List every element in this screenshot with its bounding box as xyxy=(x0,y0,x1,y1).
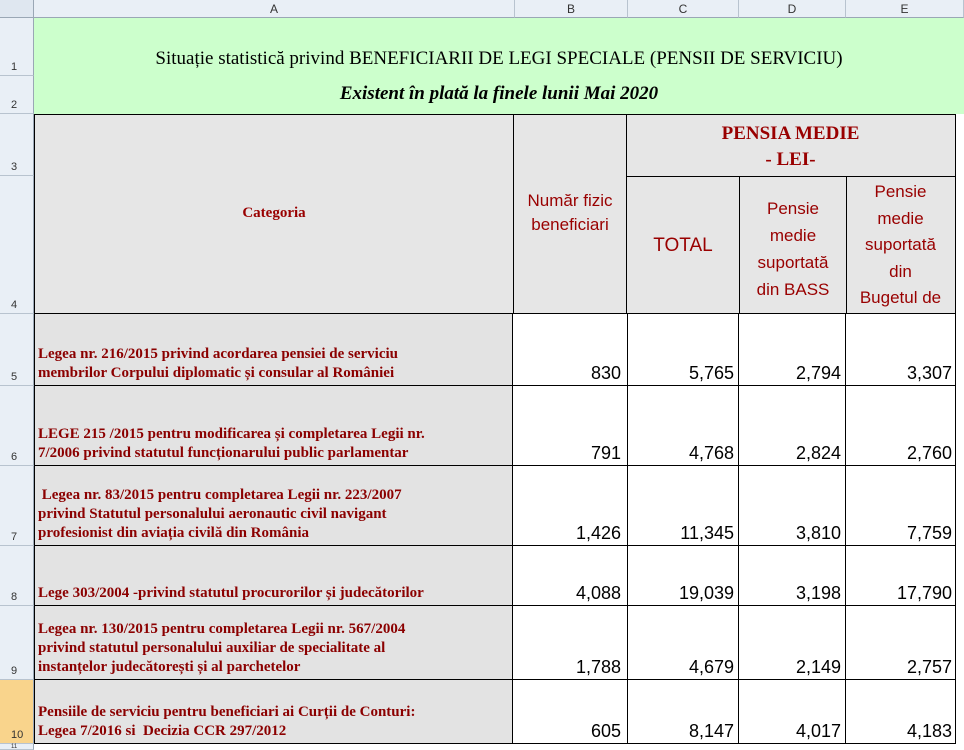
header-buget-cell xyxy=(846,176,956,314)
total-cell[interactable] xyxy=(628,466,739,546)
buget-cell[interactable] xyxy=(846,546,956,606)
numar-value: 1,426 xyxy=(575,523,621,543)
numar-cell[interactable] xyxy=(513,680,628,744)
header-bass-cell xyxy=(739,176,848,314)
numar-cell[interactable] xyxy=(513,546,628,606)
header-categoria-cell xyxy=(34,114,515,314)
header-numar-line2: beneficiari xyxy=(531,215,609,234)
select-all-corner[interactable] xyxy=(0,0,34,18)
buget-value: 17,790 xyxy=(896,583,952,603)
header-bass-line1: Pensie xyxy=(767,199,819,218)
category-text: profesionist din aviația civilă din România xyxy=(38,525,310,541)
category-text: Legea nr. 130/2015 pentru completarea Legii nr. 567/2004 xyxy=(38,621,406,637)
buget-value: 4,183 xyxy=(906,721,952,741)
bass-value: 4,017 xyxy=(795,721,841,741)
numar-value: 791 xyxy=(590,443,621,463)
category-text: instanțelor judecătorești și al parchetelor xyxy=(38,659,301,675)
bass-value: 2,149 xyxy=(795,657,841,677)
row-header-2[interactable]: 2 xyxy=(0,76,34,114)
header-buget-line2: medie xyxy=(877,208,924,228)
header-pensia-medie: PENSIA MEDIE xyxy=(721,123,860,144)
header-numar xyxy=(514,189,626,237)
numar-cell[interactable] xyxy=(513,606,628,680)
category-text: LEGE 215 /2015 pentru modificarea și completarea Legii nr. xyxy=(38,426,425,442)
header-bass-line3: suportată xyxy=(757,253,829,272)
buget-cell[interactable] xyxy=(846,606,956,680)
row-header-11[interactable]: 11 xyxy=(0,744,34,750)
buget-value: 3,307 xyxy=(906,363,952,383)
row-header-10[interactable]: 10 xyxy=(0,680,34,744)
header-numar-cell xyxy=(513,114,628,314)
table-row[interactable] xyxy=(34,546,513,606)
total-value: 4,768 xyxy=(688,443,734,463)
header-buget-line5: Bugetul de xyxy=(859,288,942,307)
bass-cell[interactable] xyxy=(739,386,846,466)
buget-cell[interactable] xyxy=(846,466,956,546)
row-header-6[interactable]: 6 xyxy=(0,386,34,466)
bass-cell[interactable] xyxy=(739,466,846,546)
numar-value: 605 xyxy=(590,721,621,741)
column-header-c[interactable]: C xyxy=(628,0,739,18)
numar-value: 1,788 xyxy=(575,657,621,677)
row-header-4[interactable]: 4 xyxy=(0,176,34,314)
category-text: Pensiile de serviciu pentru beneficiari ai Curții de Conturi: xyxy=(38,704,416,720)
buget-cell[interactable] xyxy=(846,680,956,744)
total-cell[interactable] xyxy=(628,680,739,744)
category-text: privind statutul personalului auxiliar de specialitate al xyxy=(38,640,386,656)
category-text: privind Statutul personalului aeronautic civil navigant xyxy=(38,506,387,522)
row-header-3[interactable]: 3 xyxy=(0,114,34,176)
total-value: 19,039 xyxy=(678,583,734,603)
header-total: TOTAL xyxy=(653,235,713,256)
table-row[interactable] xyxy=(34,386,513,466)
total-cell[interactable] xyxy=(628,546,739,606)
report-title: Situație statistică privind BENEFICIARII DE LEGI SPECIALE (PENSII DE SERVICIU) xyxy=(155,48,843,69)
bass-cell[interactable] xyxy=(739,680,846,744)
bass-value: 3,810 xyxy=(795,523,841,543)
row-header-8[interactable]: 8 xyxy=(0,546,34,606)
report-subtitle: Existent în plată la finele lunii Mai 2020 xyxy=(339,83,659,104)
bass-cell[interactable] xyxy=(739,314,846,386)
header-bass-line2: medie xyxy=(769,226,817,245)
numar-value: 830 xyxy=(590,363,621,383)
header-buget xyxy=(847,179,954,312)
header-numar-line1: Număr fizic xyxy=(527,191,613,210)
row-header-7[interactable]: 7 xyxy=(0,466,34,546)
total-cell[interactable] xyxy=(628,606,739,680)
table-row[interactable] xyxy=(34,314,513,386)
header-total-cell xyxy=(626,176,741,314)
category-text: membrilor Corpului diplomatic și consular al României xyxy=(38,365,395,381)
total-cell[interactable] xyxy=(628,386,739,466)
bass-value: 2,794 xyxy=(795,363,841,383)
total-value: 11,345 xyxy=(680,523,734,543)
table-left-border xyxy=(34,114,35,744)
bass-cell[interactable] xyxy=(739,606,846,680)
numar-cell[interactable] xyxy=(513,314,628,386)
table-row[interactable] xyxy=(34,606,513,680)
buget-value: 2,757 xyxy=(906,657,952,677)
buget-cell[interactable] xyxy=(846,314,956,386)
category-text: 7/2006 privind statutul funcționarului public parlamentar xyxy=(38,445,409,461)
total-cell[interactable] xyxy=(628,314,739,386)
header-bass xyxy=(740,195,846,303)
header-buget-line1: Pensie xyxy=(874,182,927,201)
column-header-a[interactable]: A xyxy=(34,0,515,18)
buget-value: 7,759 xyxy=(906,523,952,543)
category-text: Legea nr. 83/2015 pentru completarea Legii nr. 223/2007 xyxy=(38,487,402,503)
total-value: 8,147 xyxy=(688,721,734,741)
header-categoria: Categoria xyxy=(242,205,306,221)
header-buget-line3: suportată xyxy=(865,235,936,254)
category-text: Legea nr. 216/2015 privind acordarea pensiei de serviciu xyxy=(38,346,398,362)
header-lei: - LEI- xyxy=(765,149,816,170)
row-header-9[interactable]: 9 xyxy=(0,606,34,680)
row-header-1[interactable]: 1 xyxy=(0,18,34,76)
column-header-b[interactable]: B xyxy=(515,0,628,18)
bass-value: 3,198 xyxy=(795,583,841,603)
header-bass-line4: din BASS xyxy=(756,280,830,299)
numar-cell[interactable] xyxy=(513,386,628,466)
total-value: 5,765 xyxy=(688,363,734,383)
table-row[interactable] xyxy=(34,680,513,744)
category-text: Lege 303/2004 -privind statutul procurorilor și judecătorilor xyxy=(38,585,424,601)
row-header-5[interactable]: 5 xyxy=(0,314,34,386)
total-value: 4,679 xyxy=(688,657,734,677)
column-header-d[interactable]: D xyxy=(739,0,846,18)
category-text: Legea 7/2016 si Decizia CCR 297/2012 xyxy=(38,723,287,739)
numar-value: 4,088 xyxy=(575,583,621,603)
header-buget-line4: din xyxy=(889,261,912,281)
bass-value: 2,824 xyxy=(795,443,841,463)
header-pensia-medie-cell xyxy=(626,114,956,178)
numar-cell[interactable] xyxy=(513,466,628,546)
bass-cell[interactable] xyxy=(739,546,846,606)
column-header-e[interactable]: E xyxy=(846,0,964,18)
table-row[interactable] xyxy=(34,466,513,546)
buget-cell[interactable] xyxy=(846,386,956,466)
buget-value: 2,760 xyxy=(906,443,952,463)
